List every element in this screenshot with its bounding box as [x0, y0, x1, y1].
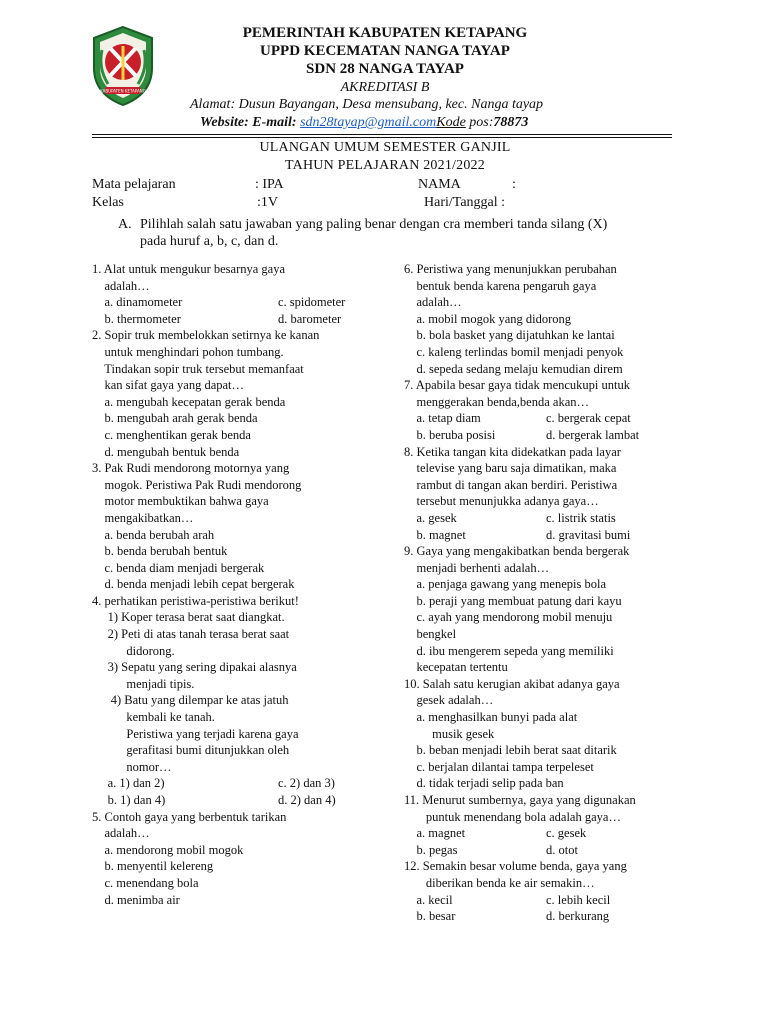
question-text: b. beruba posisi	[404, 427, 496, 442]
nama-colon: :	[512, 177, 516, 192]
question-line	[404, 775, 704, 792]
question-text: a. kecil	[404, 892, 453, 907]
option-text: d. otot	[546, 842, 578, 857]
question-text: 8. Ketika tangan kita didekatkan pada layar	[404, 444, 621, 459]
question-text: d. menimba air	[92, 892, 180, 907]
question-line	[404, 527, 704, 544]
question-text: c. kaleng terlindas bomil menjadi penyok	[404, 344, 624, 359]
question-text: b. besar	[404, 909, 456, 924]
question-line	[92, 825, 392, 842]
question-text: 3. Pak Rudi mendorong motornya yang	[92, 461, 290, 476]
question-text: 6. Peristiwa yang menunjukkan perubahan	[404, 262, 617, 276]
question-line	[92, 560, 392, 577]
question-text: a. gesek	[404, 510, 457, 525]
question-line	[92, 809, 392, 826]
question-text: mengakibatkan…	[92, 510, 194, 525]
option-text: d. bergerak lambat	[546, 427, 640, 442]
question-line	[404, 427, 704, 444]
question-text: 1. Alat untuk mengukur besarnya gaya	[92, 262, 286, 276]
question-text: adalah…	[404, 295, 462, 310]
question-text: puntuk menendang bola adalah gaya…	[404, 809, 621, 824]
question-line	[404, 576, 704, 593]
question-line	[404, 460, 704, 477]
question-text: c. menghentikan gerak benda	[92, 427, 251, 442]
option-text: d. barometer	[278, 311, 342, 326]
question-line	[92, 643, 392, 660]
exam-year: TAHUN PELAJARAN 2021/2022	[285, 158, 485, 173]
question-line	[404, 792, 704, 809]
instruction-line-1: Pilihlah salah satu jawaban yang paling benar dengan cra memberi tanda silang (X)	[140, 217, 608, 232]
question-text: kan sifat gaya yang dapat…	[92, 378, 245, 393]
question-text: a. mobil mogok yang didorong	[404, 311, 571, 326]
question-line	[92, 759, 392, 776]
question-line	[404, 344, 704, 361]
question-line	[92, 543, 392, 560]
option-text: c. spidometer	[278, 295, 346, 310]
header-akreditasi: AKREDITASI B	[340, 80, 430, 95]
question-line	[404, 609, 704, 626]
questions-right-column	[404, 261, 704, 925]
option-text: d. 2) dan 4)	[278, 793, 336, 807]
question-line	[92, 327, 392, 344]
question-line	[404, 692, 704, 709]
question-text: Peristiwa yang terjadi karena gaya	[92, 726, 299, 741]
question-line	[404, 327, 704, 344]
question-line	[92, 576, 392, 593]
question-text: 12. Semakin besar volume benda, gaya yang	[404, 859, 627, 874]
question-text: 4. perhatikan peristiwa-peristiwa berikut!	[92, 593, 299, 608]
question-line	[404, 626, 704, 643]
header-uppd: UPPD KECEMATAN NANGA TAYAP	[260, 43, 510, 59]
question-text: c. ayah yang mendorong mobil menuju	[404, 610, 613, 625]
question-line	[404, 543, 704, 560]
question-text: 3) Sepatu yang sering dipakai alasnya	[92, 660, 297, 675]
question-text: a. magnet	[404, 826, 466, 841]
question-line	[92, 709, 392, 726]
question-line	[404, 311, 704, 328]
question-line	[92, 410, 392, 427]
question-line	[92, 377, 392, 394]
question-line	[404, 410, 704, 427]
question-text: b. thermometer	[92, 311, 181, 326]
question-text: b. mengubah arah gerak benda	[92, 411, 258, 426]
question-line	[404, 809, 704, 826]
pos-label: pos:	[465, 115, 494, 130]
question-line	[404, 875, 704, 892]
question-text: adalah…	[92, 278, 150, 293]
question-line	[92, 692, 392, 709]
question-line	[404, 477, 704, 494]
instruction-letter: A.	[118, 217, 132, 232]
question-text: 9. Gaya yang mengakibatkan benda bergerak	[404, 544, 630, 559]
question-text: menggerakan benda,benda akan…	[404, 394, 589, 409]
question-line	[92, 609, 392, 626]
question-line	[92, 278, 392, 295]
question-line	[404, 593, 704, 610]
header-divider-thin	[92, 137, 672, 138]
question-line	[404, 709, 704, 726]
question-line	[92, 311, 392, 328]
question-line	[404, 261, 704, 278]
instruction-text	[140, 216, 680, 250]
question-line	[92, 394, 392, 411]
question-text: b. beban menjadi lebih berat saat ditarik	[404, 743, 617, 758]
question-line	[92, 842, 392, 859]
question-text: b. menyentil kelereng	[92, 859, 214, 874]
question-line	[92, 676, 392, 693]
question-line	[404, 726, 704, 743]
question-text: gesek adalah…	[404, 693, 494, 708]
question-text: menjadi tipis.	[92, 676, 195, 691]
question-text: d. ibu mengerem sepeda yang memiliki	[404, 643, 614, 658]
question-text: b. benda berubah bentuk	[92, 544, 228, 559]
question-text: a. mengubah kecepatan gerak benda	[92, 394, 286, 409]
question-line	[404, 493, 704, 510]
question-text: a. mendorong mobil mogok	[92, 842, 244, 857]
website-label: Website: E-mail	[200, 115, 292, 130]
question-line	[92, 493, 392, 510]
question-text: rambut di tangan akan berdiri. Peristiwa	[404, 477, 618, 492]
question-line	[404, 643, 704, 660]
question-text: a. tetap diam	[404, 411, 481, 426]
question-text: a. benda berubah arah	[92, 527, 215, 542]
question-line	[92, 527, 392, 544]
option-text: d. gravitasi bumi	[546, 527, 631, 542]
question-line	[404, 858, 704, 875]
question-line	[92, 361, 392, 378]
question-line	[92, 460, 392, 477]
question-text: a. 1) dan 2)	[92, 776, 165, 791]
question-text: d. mengubah bentuk benda	[92, 444, 240, 459]
question-text: b. bola basket yang dijatuhkan ke lantai	[404, 328, 615, 343]
question-line	[92, 294, 392, 311]
question-text: televise yang baru saja dimatikan, maka	[404, 461, 617, 476]
kode-label: Kode	[436, 115, 466, 130]
question-line	[92, 477, 392, 494]
question-text: d. sepeda sedang melaju kemudian direm	[404, 361, 623, 376]
option-text: d. berkurang	[546, 909, 610, 924]
header-school-name: SDN 28 NANGA TAYAP	[306, 61, 464, 77]
question-line	[404, 294, 704, 311]
question-text: didorong.	[92, 643, 175, 658]
question-text: 4) Batu yang dilempar ke atas jatuh	[92, 693, 289, 708]
question-line	[92, 742, 392, 759]
question-line	[404, 676, 704, 693]
question-line	[92, 892, 392, 909]
question-line	[404, 742, 704, 759]
question-text: 7. Apabila besar gaya tidak mencukupi untuk	[404, 378, 630, 393]
question-text: adalah…	[92, 826, 150, 841]
question-line	[404, 759, 704, 776]
question-text: 2. Sopir truk membelokkan setirnya ke kanan	[92, 328, 320, 343]
nama-label: NAMA	[418, 177, 461, 192]
question-text: mogok. Peristiwa Pak Rudi mendorong	[92, 477, 302, 492]
email-link[interactable]: sdn28tayap@gmail.com	[300, 115, 437, 130]
hari-tanggal-label: Hari/Tanggal :	[424, 195, 506, 210]
question-text: c. menendang bola	[92, 875, 199, 890]
header-contact: Website: E-mail: sdn28tayap@gmail.comKode pos:78873	[200, 115, 529, 130]
question-line	[92, 792, 392, 809]
option-text: c. 2) dan 3)	[278, 776, 335, 791]
header-address: Alamat: Dusun Bayangan, Desa mensubang, kec. Nanga tayap	[190, 97, 544, 112]
question-text: b. peraji yang membuat patung dari kayu	[404, 593, 622, 608]
question-text: gerafitasi bumi ditunjukkan oleh	[92, 743, 290, 758]
question-line	[92, 726, 392, 743]
question-line	[92, 593, 392, 610]
mapel-label: Mata pelajaran	[92, 177, 176, 192]
question-text: b. magnet	[404, 527, 466, 542]
question-text: motor membuktikan bahwa gaya	[92, 494, 269, 509]
question-text: a. penjaga gawang yang menepis bola	[404, 577, 607, 592]
question-line	[404, 278, 704, 295]
question-text: d. benda menjadi lebih cepat bergerak	[92, 577, 295, 592]
question-line	[404, 377, 704, 394]
kelas-value: :1V	[257, 195, 278, 210]
question-line	[92, 427, 392, 444]
question-text: 11. Menurut sumbernya, gaya yang digunakan	[404, 793, 636, 807]
question-text: b. pegas	[404, 842, 458, 857]
question-line	[92, 344, 392, 361]
question-text: nomor…	[92, 759, 172, 774]
question-text: a. dinamometer	[92, 295, 183, 310]
question-line	[404, 908, 704, 925]
mapel-value: : IPA	[255, 177, 284, 192]
question-line	[92, 775, 392, 792]
kelas-label: Kelas	[92, 195, 124, 210]
question-text: menjadi berhenti adalah…	[404, 560, 550, 575]
exam-title: ULANGAN UMUM SEMESTER GANJIL	[259, 140, 511, 155]
question-line	[92, 858, 392, 875]
question-line	[404, 510, 704, 527]
question-text: c. berjalan dilantai tampa terpeleset	[404, 759, 594, 774]
question-line	[404, 560, 704, 577]
question-text: a. menghasilkan bunyi pada alat	[404, 710, 578, 725]
school-district-logo	[88, 24, 158, 108]
option-text: c. bergerak cepat	[546, 411, 631, 426]
question-text: b. 1) dan 4)	[92, 793, 166, 807]
question-text: musik gesek	[404, 726, 495, 741]
instruction-line-2: pada huruf a, b, c, dan d.	[140, 234, 279, 249]
question-text: c. benda diam menjadi bergerak	[92, 560, 265, 575]
question-text: 10. Salah satu kerugian akibat adanya gaya	[404, 676, 620, 691]
question-line	[92, 626, 392, 643]
question-text: 5. Contoh gaya yang berbentuk tarikan	[92, 809, 287, 824]
svg-text:KABUPATEN KETAPANG: KABUPATEN KETAPANG	[100, 88, 146, 94]
question-line	[404, 394, 704, 411]
option-text: c. lebih kecil	[546, 892, 611, 907]
question-line	[92, 510, 392, 527]
question-text: untuk menghindari pohon tumbang.	[92, 344, 284, 359]
question-text: kecepatan tertentu	[404, 660, 508, 675]
question-text: 1) Koper terasa berat saat diangkat.	[92, 610, 285, 625]
question-text: d. tidak terjadi selip pada ban	[404, 776, 564, 791]
question-line	[92, 444, 392, 461]
question-line	[404, 892, 704, 909]
postal-code: 78873	[493, 115, 529, 130]
question-text: 2) Peti di atas tanah terasa berat saat	[92, 627, 290, 642]
option-text: c. listrik statis	[546, 510, 616, 525]
question-line	[92, 261, 392, 278]
option-text: c. gesek	[546, 826, 587, 841]
question-text: Tindakan sopir truk tersebut memanfaat	[92, 361, 304, 376]
header-divider	[92, 134, 672, 135]
header-government: PEMERINTAH KABUPATEN KETAPANG	[242, 25, 528, 41]
question-text: bentuk benda karena pengaruh gaya	[404, 278, 597, 293]
question-text: kembali ke tanah.	[92, 710, 215, 725]
question-line	[404, 361, 704, 378]
question-line	[404, 444, 704, 461]
question-line	[404, 842, 704, 859]
question-text: tersebut menunjukka adanya gaya…	[404, 494, 599, 509]
questions-left-column	[92, 261, 392, 908]
question-text: bengkel	[404, 627, 457, 642]
question-line	[404, 659, 704, 676]
question-line	[92, 659, 392, 676]
question-line	[404, 825, 704, 842]
question-line	[92, 875, 392, 892]
question-text: diberikan benda ke air semakin…	[404, 875, 595, 890]
